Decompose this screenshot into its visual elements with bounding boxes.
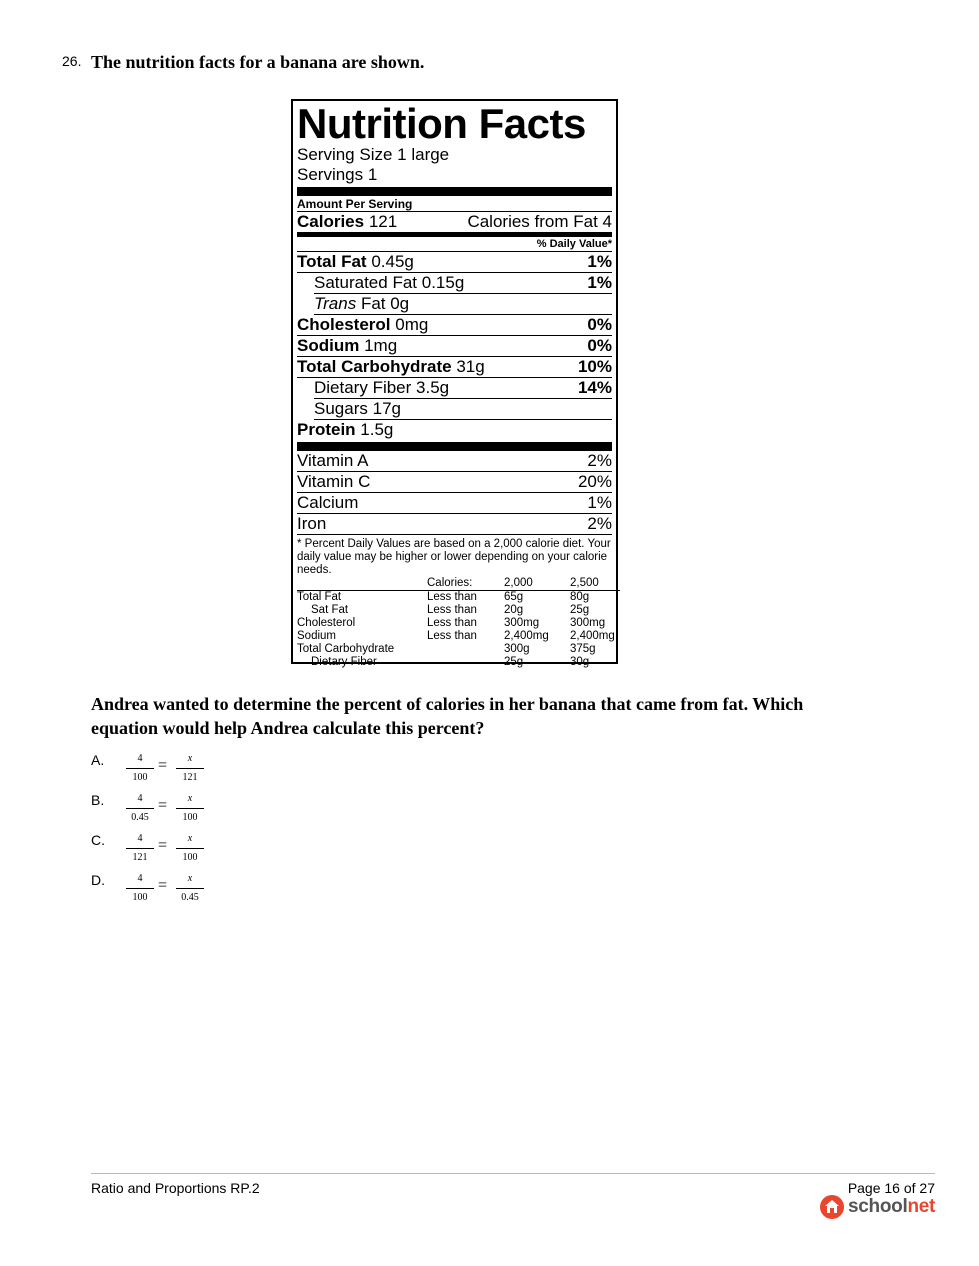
footer-divider — [91, 1173, 935, 1174]
choice-letter: A. — [91, 752, 105, 768]
daily-values-table — [297, 577, 615, 669]
daily-value-header: % Daily Value* — [297, 237, 612, 252]
table-cell: Total Carbohydrate — [297, 643, 395, 655]
nutrient-label: Dietary Fiber — [314, 378, 412, 397]
vitamin-dv: 2% — [587, 514, 612, 533]
nutrient-amount: Fat 0g — [360, 294, 410, 313]
table-header: 2,000 — [504, 577, 570, 591]
nutrient-row — [297, 357, 612, 378]
table-cell: 2,400mg — [570, 630, 615, 642]
vitamin-row — [297, 514, 612, 535]
calories-label: Calories — [297, 212, 365, 231]
table-cell: 25g — [570, 604, 590, 616]
logo-text-a: school — [848, 1196, 908, 1217]
fraction-right — [176, 752, 204, 784]
nutrient-row — [297, 336, 612, 357]
equals-sign: = — [158, 757, 168, 774]
nutrient-dv: 0% — [587, 315, 612, 334]
nutrient-row — [314, 399, 612, 420]
nutrient-dv: 1% — [587, 273, 612, 292]
logo-text-b: net — [907, 1196, 936, 1217]
nutrient-amount: 3.5g — [416, 378, 450, 397]
denominator: 0.45 — [126, 808, 154, 824]
nutrient-row — [297, 420, 612, 440]
table-cell: 30g — [570, 656, 590, 668]
denominator: 100 — [126, 768, 154, 784]
fraction-right — [176, 832, 204, 864]
table-cell: Less than — [427, 630, 477, 642]
table-header: 2,500 — [570, 577, 620, 591]
numerator: x — [187, 873, 193, 884]
denominator: 100 — [126, 888, 154, 904]
table-cell: 300g — [504, 643, 530, 655]
serving-size: Serving Size 1 large — [297, 145, 450, 164]
table-cell: 2,400mg — [504, 630, 549, 642]
nutrient-row — [314, 294, 612, 315]
table-cell: 80g — [570, 591, 590, 603]
table-cell — [427, 656, 504, 669]
vitamin-row — [297, 493, 612, 514]
fraction-left — [126, 792, 154, 824]
nutrient-label: Protein — [297, 420, 356, 439]
table-cell: 65g — [504, 591, 524, 603]
nutrient-label: Sugars — [314, 399, 368, 418]
nutrient-label: Sodium — [297, 336, 360, 355]
footnote: * Percent Daily Values are based on a 2,000 calorie diet. Your daily value may be higher or lower depending on your calorie needs. — [297, 538, 611, 576]
calories-row — [297, 212, 612, 233]
nutrient-amount: 1mg — [364, 336, 398, 355]
equals-sign: = — [158, 877, 168, 894]
denominator: 100 — [176, 848, 204, 864]
fraction-right — [176, 872, 204, 904]
table-cell: 300mg — [570, 617, 606, 629]
table-cell: Cholesterol — [297, 617, 356, 629]
table-cell: 25g — [504, 656, 524, 668]
equals-sign: = — [158, 797, 168, 814]
choice-b[interactable] — [91, 790, 291, 826]
numerator: 4 — [137, 873, 143, 884]
footer-title: Ratio and Proportions RP.2 — [91, 1180, 260, 1196]
denominator: 121 — [126, 848, 154, 864]
denominator: 0.45 — [176, 888, 204, 904]
choice-c[interactable] — [91, 830, 291, 866]
equals-sign: = — [158, 837, 168, 854]
numerator: 4 — [137, 833, 143, 844]
calories-from-fat: Calories from Fat 4 — [467, 212, 612, 231]
amount-per-serving: Amount Per Serving — [297, 196, 612, 212]
vitamin-label: Iron — [297, 514, 327, 533]
numerator: 4 — [137, 793, 143, 804]
table-cell: 375g — [570, 643, 596, 655]
vitamin-label: Calcium — [297, 493, 359, 512]
denominator: 121 — [176, 768, 204, 784]
divider — [297, 442, 612, 451]
nutrient-row — [297, 315, 612, 336]
numerator: x — [187, 753, 193, 764]
vitamin-dv: 20% — [577, 472, 612, 491]
servings: Servings 1 — [297, 165, 378, 184]
nutrient-dv: 1% — [587, 252, 612, 271]
choice-letter: C. — [91, 832, 105, 848]
question-title: The nutrition facts for a banana are shown. — [91, 52, 425, 72]
nutrition-title: Nutrition Facts — [297, 100, 586, 147]
calories-value: 121 — [368, 212, 398, 231]
table-cell: Sodium — [297, 630, 336, 642]
choice-d[interactable] — [91, 870, 291, 906]
vitamin-dv: 2% — [587, 451, 612, 470]
nutrient-label: Trans — [314, 294, 357, 313]
divider — [297, 187, 612, 196]
home-icon — [820, 1195, 844, 1219]
table-cell: 20g — [504, 604, 524, 616]
nutrient-label: Total Fat — [297, 252, 367, 271]
numerator: x — [187, 833, 193, 844]
table-cell: Less than — [427, 617, 477, 629]
vitamin-row — [297, 451, 612, 472]
table-cell — [427, 643, 504, 656]
nutrient-amount: 1.5g — [360, 420, 394, 439]
nutrient-amount: 0mg — [395, 315, 429, 334]
nutrient-label: Total Carbohydrate — [297, 357, 452, 376]
table-cell: 300mg — [504, 617, 540, 629]
fraction-right — [176, 792, 204, 824]
vitamin-row — [297, 472, 612, 493]
nutrient-label: Saturated Fat — [314, 273, 418, 292]
numerator: 4 — [137, 753, 143, 764]
vitamin-dv: 1% — [587, 493, 612, 512]
fraction-left — [126, 872, 154, 904]
nutrient-row — [314, 378, 612, 399]
nutrient-row — [314, 273, 612, 294]
nutrient-label: Cholesterol — [297, 315, 391, 334]
choice-letter: B. — [91, 792, 105, 808]
page-number: Page 16 of 27 — [847, 1180, 935, 1196]
nutrient-amount: 0.45g — [371, 252, 414, 271]
table-header — [297, 577, 427, 591]
table-cell: Less than — [427, 591, 477, 603]
fraction-left — [126, 832, 154, 864]
table-header: Calories: — [427, 577, 504, 591]
question-number: 26. — [62, 53, 82, 69]
table-cell: Less than — [427, 604, 477, 616]
nutrient-amount: 17g — [372, 399, 401, 418]
vitamin-label: Vitamin A — [297, 451, 369, 470]
vitamin-label: Vitamin C — [297, 472, 371, 491]
nutrient-dv: 10% — [577, 357, 612, 376]
denominator: 100 — [176, 808, 204, 824]
table-cell: Sat Fat — [311, 604, 349, 616]
table-cell: Total Fat — [297, 591, 342, 603]
nutrient-amount: 31g — [456, 357, 485, 376]
choice-a[interactable] — [91, 750, 291, 786]
numerator: x — [187, 793, 193, 804]
choice-letter: D. — [91, 872, 105, 888]
schoolnet-logo — [820, 1195, 935, 1219]
table-cell: Dietary Fiber — [311, 656, 377, 668]
nutrient-dv: 0% — [587, 336, 612, 355]
nutrient-row — [297, 252, 612, 273]
question-prompt: Andrea wanted to determine the percent of calories in her banana that came from fat. Which equation would help Andrea calculate this percent? — [91, 694, 804, 738]
nutrient-dv: 14% — [577, 378, 612, 397]
nutrition-facts-label — [291, 99, 618, 668]
nutrient-amount: 0.15g — [421, 273, 465, 292]
fraction-left — [126, 752, 154, 784]
